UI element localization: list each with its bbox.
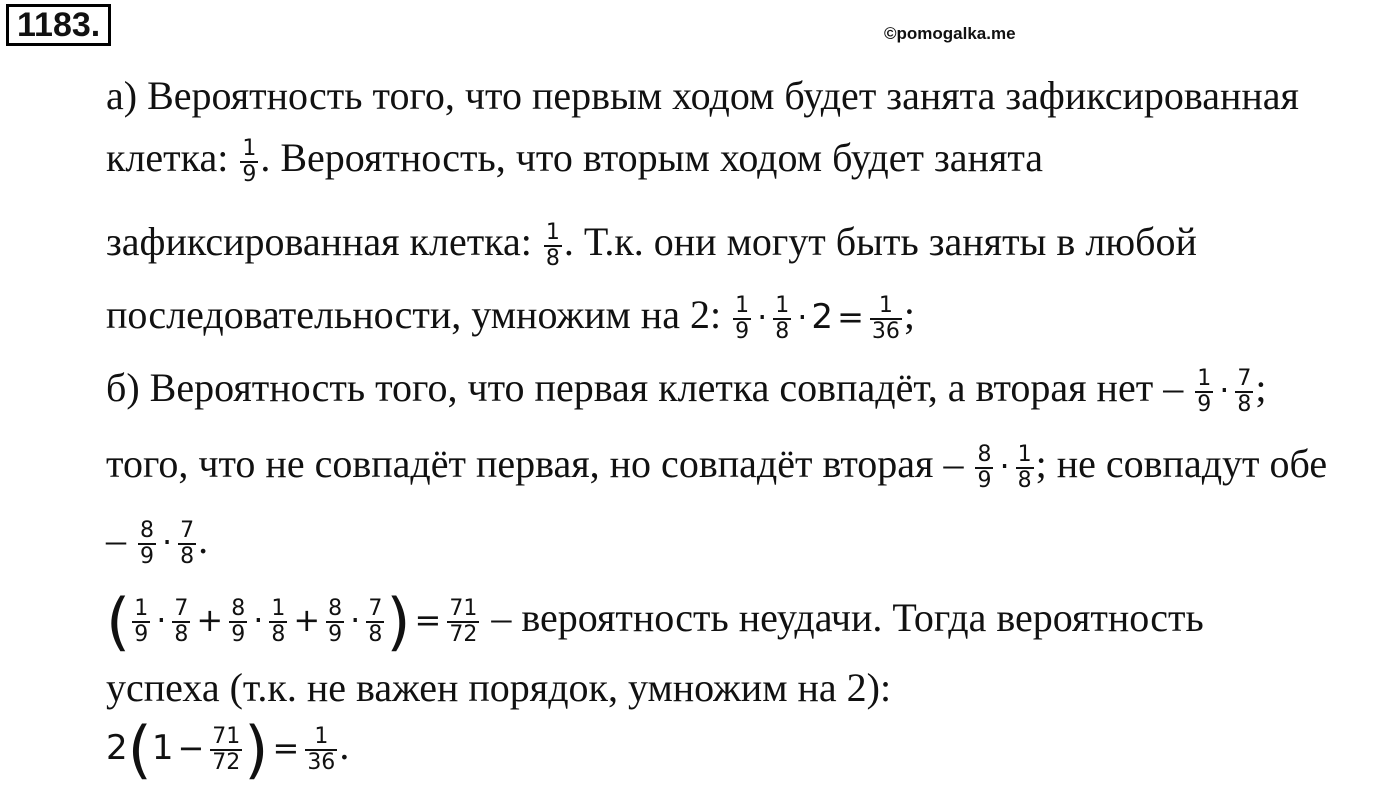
frac-den: 8: [1237, 391, 1252, 417]
text-a3-post: . Т.к. они могут быть заняты в любой: [563, 219, 1197, 264]
text-a2-post: . Вероятность, что вторым ходом будет занята: [260, 135, 1044, 180]
period: .: [339, 723, 350, 768]
watermark: ©pomogalka.me: [884, 24, 1016, 43]
equals-sign: =: [414, 601, 442, 639]
equals-sign: =: [272, 729, 300, 767]
fraction-1-8: [1016, 443, 1034, 493]
fraction-8-9: [975, 443, 993, 493]
text-line-b1: [106, 364, 1266, 417]
text-line-sum: [106, 584, 1204, 658]
text-line-a3: [106, 218, 1197, 271]
fraction-1-9: [240, 137, 258, 187]
text-a3-pre: зафиксированная клетка:: [106, 219, 542, 264]
right-paren: ): [386, 584, 411, 658]
text-line-a4: [106, 291, 915, 344]
fraction-8-9: [326, 597, 344, 647]
frac-den: 72: [212, 749, 241, 775]
frac-num: 71: [212, 723, 241, 749]
text-line-b3: [106, 516, 208, 569]
plus-sign: +: [293, 601, 321, 639]
frac-den: 9: [231, 621, 246, 647]
frac-den: 36: [307, 749, 336, 775]
text-line-final: [106, 712, 350, 786]
frac-den: 8: [368, 621, 383, 647]
minus-sign: −: [177, 729, 205, 767]
fraction-7-8: [172, 597, 190, 647]
frac-den: 8: [271, 621, 286, 647]
frac-num: 1: [545, 219, 560, 245]
dot-operator: ·: [797, 298, 808, 336]
fraction-1-8: [269, 597, 287, 647]
text-b1-pre: б) Вероятность того, что первая клетка совпадёт, а вторая нет –: [106, 365, 1194, 410]
frac-den: 8: [180, 543, 195, 569]
frac-num: 1: [134, 595, 149, 621]
frac-den: 9: [140, 543, 154, 569]
fraction-8-9: [229, 597, 247, 647]
text-line-a1: [106, 72, 1299, 120]
dash: –: [106, 517, 136, 562]
text-b2-pre: того, что не совпадёт первая, но совпадёт вторая –: [106, 441, 974, 486]
left-paren: (: [127, 712, 152, 786]
frac-den: 9: [242, 161, 257, 187]
frac-den: 9: [328, 621, 343, 647]
text-b2-post: ; не совпадут обе: [1035, 441, 1328, 486]
problem-number: 1183.: [6, 4, 111, 46]
frac-num: 1: [1017, 441, 1032, 467]
fraction-1-9: [132, 597, 150, 647]
text-success: успеха (т.к. не важен порядок, умножим на 2):: [106, 665, 892, 710]
fraction-7-8: [178, 519, 196, 569]
equals-sign: =: [837, 298, 864, 336]
dot-operator: ·: [1219, 371, 1230, 409]
number-one: 1: [151, 728, 174, 768]
fraction-8-9: [138, 519, 156, 569]
text-sum-post: – вероятность неудачи. Тогда вероятность: [481, 595, 1204, 640]
text-line-b2: [106, 440, 1327, 493]
semicolon: ;: [903, 292, 915, 337]
fraction-1-9: [733, 294, 751, 344]
dot-operator: ·: [350, 601, 361, 639]
frac-num: 7: [180, 517, 195, 543]
frac-num: 1: [314, 723, 329, 749]
dot-operator: ·: [757, 298, 768, 336]
frac-num: 7: [174, 595, 189, 621]
fraction-1-36: [870, 294, 902, 344]
plus-sign: +: [196, 601, 224, 639]
frac-den: 9: [977, 467, 992, 493]
fraction-1-8: [773, 294, 791, 344]
frac-den: 8: [174, 621, 189, 647]
dot-operator: ·: [156, 601, 167, 639]
fraction-71-72: [447, 597, 479, 647]
frac-num: 7: [368, 595, 383, 621]
fraction-71-72: [210, 725, 242, 775]
frac-den: 9: [134, 621, 149, 647]
semicolon: ;: [1255, 365, 1267, 410]
fraction-7-8: [366, 597, 384, 647]
number-two: 2: [106, 728, 128, 768]
fraction-1-36: [305, 725, 337, 775]
fraction-1-9: [1195, 367, 1213, 417]
frac-num: 1: [242, 135, 257, 161]
frac-num: 1: [878, 292, 893, 318]
number-two: 2: [811, 297, 834, 337]
frac-den: 9: [735, 318, 750, 344]
fraction-7-8: [1235, 367, 1253, 417]
text-line-a2: [106, 134, 1043, 187]
dot-operator: ·: [162, 523, 173, 561]
frac-num: 7: [1237, 365, 1252, 391]
frac-num: 1: [271, 595, 286, 621]
frac-num: 1: [775, 292, 790, 318]
text-line-success: [106, 664, 891, 712]
frac-den: 36: [871, 318, 900, 344]
frac-den: 72: [449, 621, 478, 647]
right-paren: ): [244, 712, 269, 786]
frac-den: 8: [545, 245, 560, 271]
frac-num: 1: [735, 292, 750, 318]
frac-num: 8: [977, 441, 992, 467]
left-paren: (: [106, 584, 131, 658]
frac-den: 8: [775, 318, 790, 344]
frac-num: 8: [328, 595, 343, 621]
frac-num: 71: [449, 595, 478, 621]
frac-den: 8: [1017, 467, 1032, 493]
frac-num: 1: [1197, 365, 1212, 391]
dot-operator: ·: [999, 447, 1010, 485]
text-a4-pre: последовательности, умножим на 2:: [106, 292, 732, 337]
frac-num: 8: [231, 595, 246, 621]
dot-operator: ·: [253, 601, 264, 639]
fraction-1-8: [544, 221, 562, 271]
frac-den: 9: [1197, 391, 1212, 417]
text-a1: а) Вероятность того, что первым ходом будет занята зафиксированная: [106, 73, 1299, 118]
frac-num: 8: [140, 517, 154, 543]
text-a2-pre: клетка:: [106, 135, 239, 180]
period: .: [198, 517, 209, 562]
